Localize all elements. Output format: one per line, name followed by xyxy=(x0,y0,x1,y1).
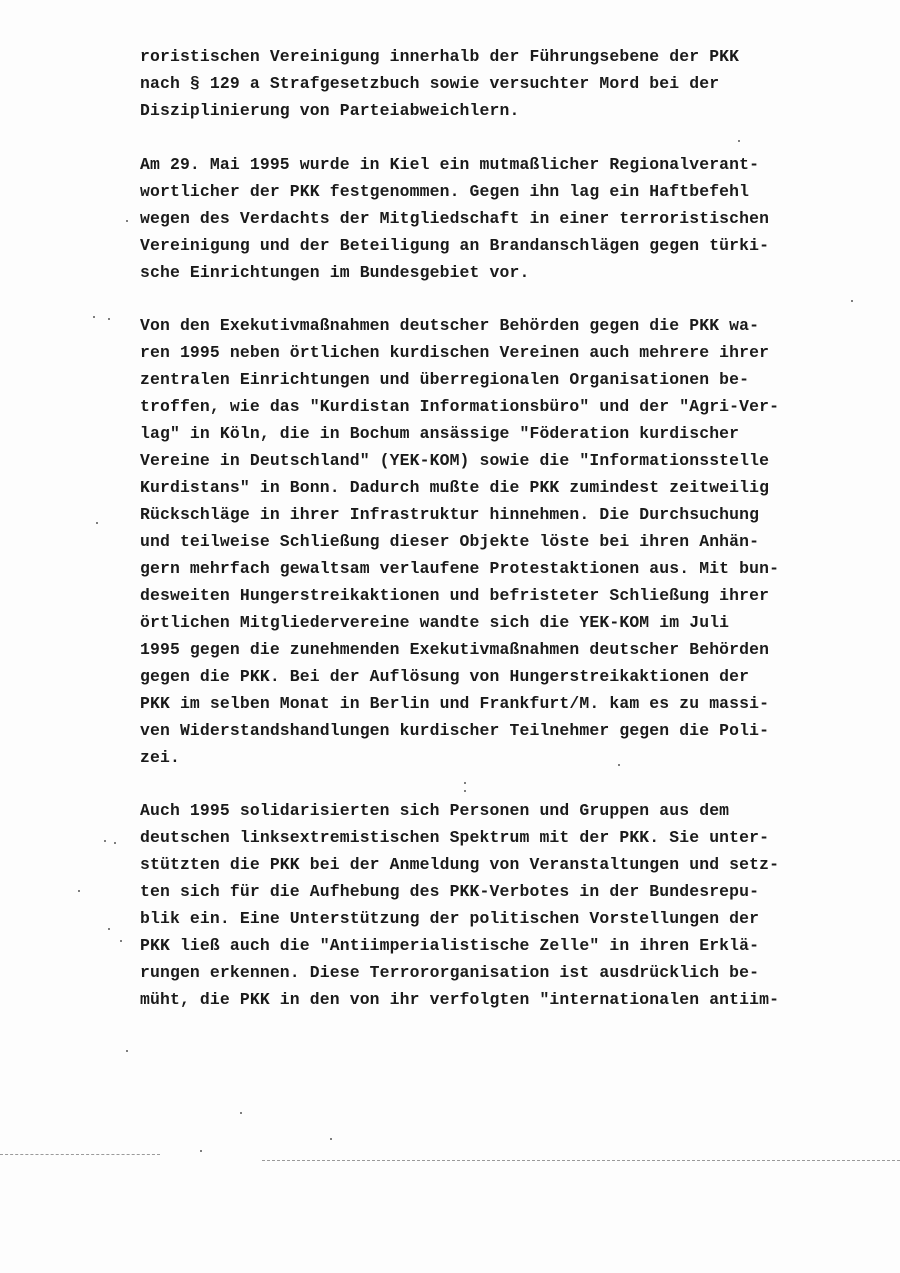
text-line: Vereine in Deutschland" (YEK-KOM) sowie die "Informationsstelle xyxy=(140,451,770,470)
scan-speck xyxy=(96,522,98,524)
text-line: nach § 129 a Strafgesetzbuch sowie versuchter Mord bei der xyxy=(140,74,720,93)
scan-speck xyxy=(114,842,116,844)
text-line: roristischen Vereinigung innerhalb der Führungsebene der PKK xyxy=(140,47,740,66)
text-line: zei. xyxy=(140,748,180,767)
text-line: ren 1995 neben örtlichen kurdischen Vereinen auch mehrere ihrer xyxy=(140,343,770,362)
scan-speck xyxy=(120,940,122,942)
paragraph-1 xyxy=(140,43,860,124)
scan-speck xyxy=(464,790,466,792)
text-line: PKK im selben Monat in Berlin und Frankfurt/M. kam es zu massi- xyxy=(140,694,770,713)
scan-speck xyxy=(464,782,466,784)
text-line: ven Widerstandshandlungen kurdischer Teilnehmer gegen die Poli- xyxy=(140,721,770,740)
text-line: gern mehrfach gewaltsam verlaufene Protestaktionen aus. Mit bun- xyxy=(140,559,780,578)
scan-speck xyxy=(126,1050,128,1052)
scan-speck xyxy=(108,928,110,930)
scan-rule xyxy=(262,1160,900,1162)
text-line: zentralen Einrichtungen und überregionalen Organisationen be- xyxy=(140,370,750,389)
scan-speck xyxy=(240,1112,242,1114)
text-line: deutschen linksextremistischen Spektrum mit der PKK. Sie unter- xyxy=(140,828,770,847)
scan-speck xyxy=(738,140,740,142)
text-line: Kurdistans" in Bonn. Dadurch mußte die PKK zumindest zeitweilig xyxy=(140,478,770,497)
paragraph-2 xyxy=(140,151,860,286)
text-line: wegen des Verdachts der Mitgliedschaft in einer terroristischen xyxy=(140,209,770,228)
scan-speck xyxy=(104,840,106,842)
text-line: blik ein. Eine Unterstützung der politischen Vorstellungen der xyxy=(140,909,760,928)
text-line: gegen die PKK. Bei der Auflösung von Hungerstreikaktionen der xyxy=(140,667,750,686)
text-line: und teilweise Schließung dieser Objekte löste bei ihren Anhän- xyxy=(140,532,760,551)
text-line: örtlichen Mitgliedervereine wandte sich die YEK-KOM im Juli xyxy=(140,613,730,632)
text-line: stützten die PKK bei der Anmeldung von Veranstaltungen und setz- xyxy=(140,855,780,874)
paragraph-4 xyxy=(140,797,860,1013)
scan-speck xyxy=(618,764,620,766)
text-line: Am 29. Mai 1995 wurde in Kiel ein mutmaßlicher Regionalverant- xyxy=(140,155,760,174)
scan-speck xyxy=(93,316,95,318)
scan-speck xyxy=(200,1150,202,1152)
text-line: Disziplinierung von Parteiabweichlern. xyxy=(140,101,520,120)
scan-speck xyxy=(851,300,853,302)
text-line: ten sich für die Aufhebung des PKK-Verbotes in der Bundesrepu- xyxy=(140,882,760,901)
scan-speck xyxy=(78,890,80,892)
paragraph-3 xyxy=(140,312,860,771)
text-line: Von den Exekutivmaßnahmen deutscher Behörden gegen die PKK wa- xyxy=(140,316,760,335)
text-line: Rückschläge in ihrer Infrastruktur hinnehmen. Die Durchsuchung xyxy=(140,505,760,524)
scan-rule xyxy=(0,1154,160,1156)
text-line: desweiten Hungerstreikaktionen und befristeter Schließung ihrer xyxy=(140,586,770,605)
text-line: troffen, wie das "Kurdistan Informationsbüro" und der "Agri-Ver- xyxy=(140,397,780,416)
text-line: wortlicher der PKK festgenommen. Gegen ihn lag ein Haftbefehl xyxy=(140,182,750,201)
text-line: PKK ließ auch die "Antiimperialistische Zelle" in ihren Erklä- xyxy=(140,936,760,955)
text-line: lag" in Köln, die in Bochum ansässige "Föderation kurdischer xyxy=(140,424,740,443)
scan-speck xyxy=(108,318,110,320)
text-line: sche Einrichtungen im Bundesgebiet vor. xyxy=(140,263,530,282)
scan-speck xyxy=(126,220,128,222)
scan-speck xyxy=(330,1138,332,1140)
text-line: müht, die PKK in den von ihr verfolgten "internationalen antiim- xyxy=(140,990,780,1009)
text-line: 1995 gegen die zunehmenden Exekutivmaßnahmen deutscher Behörden xyxy=(140,640,770,659)
text-line: Auch 1995 solidarisierten sich Personen und Gruppen aus dem xyxy=(140,801,730,820)
text-line: rungen erkennen. Diese Terrororganisation ist ausdrücklich be- xyxy=(140,963,760,982)
text-line: Vereinigung und der Beteiligung an Brandanschlägen gegen türki- xyxy=(140,236,770,255)
